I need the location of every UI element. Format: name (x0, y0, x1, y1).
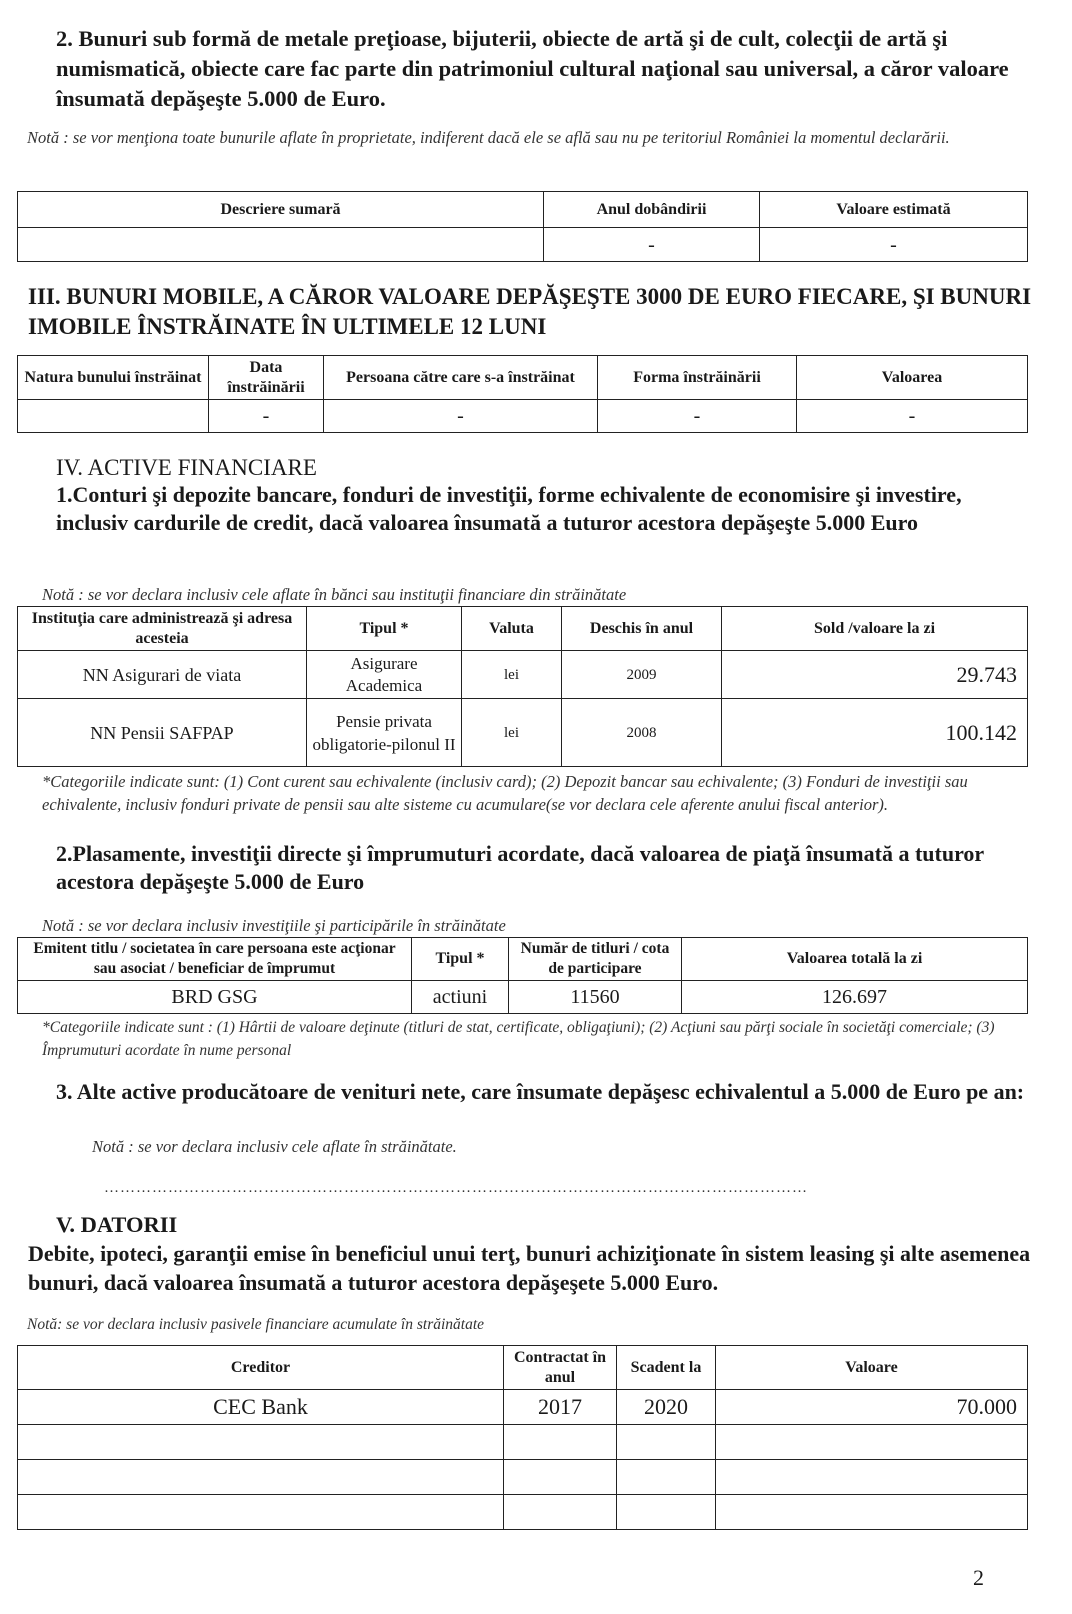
col-natura: Natura bunului înstrăinat (18, 356, 209, 400)
page-number: 2 (973, 1565, 984, 1590)
table-cell: CEC Bank (18, 1390, 504, 1425)
table-cell: - (544, 228, 760, 262)
section-5-subheading: Debite, ipoteci, garanţii emise în beneficiul unui terţ, bunuri achiziţionate în sistem leasing şi alte asemenea bunuri, dacă valoarea însumată a tuturor acestora depăşeşete 5.000 Euro. (28, 1241, 1031, 1295)
table-cell: 2017 (504, 1390, 617, 1425)
bank-accounts-table (17, 606, 1028, 767)
table-cell (18, 400, 209, 433)
col-numar-titluri: Număr de titluri / cota de participare (509, 938, 682, 981)
table-cell: BRD GSG (18, 981, 412, 1014)
table-cell: 2008 (562, 699, 722, 767)
section-2-heading: 2. Bunuri sub formă de metale preţioase, bijuterii, obiecte de artă şi de cult, colecţii de artă şi numismatică, obiecte care fac parte din patrimoniul cultural naţional sau universal, a căror valoare însumată depăşeşte 5.000 de Euro. (56, 26, 1009, 111)
table-row (18, 699, 1028, 767)
table-cell: 70.000 (716, 1390, 1028, 1425)
table-row (18, 651, 1028, 699)
section-4-3-dotted-line: …………………………………………………………………………………………………………………… (104, 1180, 808, 1196)
table-cell: - (209, 400, 324, 433)
section-5-heading: V. DATORII (56, 1212, 178, 1237)
table-cell: - (324, 400, 598, 433)
table-cell: Pensie privata obligatorie-pilonul II (307, 699, 462, 767)
table-row (18, 1425, 1028, 1460)
col-valoare-totala: Valoarea totală la zi (682, 938, 1028, 981)
col-descriere: Descriere sumară (18, 192, 544, 228)
table-cell (617, 1495, 716, 1530)
table-cell: lei (462, 651, 562, 699)
debts-table (17, 1345, 1028, 1530)
table-cell (716, 1495, 1028, 1530)
table-cell (18, 1425, 504, 1460)
section-4-1-heading: 1.Conturi şi depozite bancare, fonduri de investiţii, forme echivalente de economisire şi investire, inclusiv cardurile de credit, dacă valoarea însumată a tuturor acestora depăşeşte 5.000 Euro (56, 482, 962, 535)
table-cell (18, 1460, 504, 1495)
section-4-1-footnote: *Categoriile indicate sunt: (1) Cont curent sau echivalente (inclusiv card); (2) Depozit bancar sau echivalente; (3) Fonduri de investiţii sau echivalente, inclusiv fonduri private de pensii sau alte sisteme cu acumulare(se vor declara cele aferente anului fiscal anterior). (42, 772, 968, 814)
col-valoare: Valoare estimată (760, 192, 1028, 228)
col-data: Data înstrăinării (209, 356, 324, 400)
table-cell: - (760, 228, 1028, 262)
precious-goods-table (17, 191, 1028, 262)
section-2-note: Notă : se vor menţiona toate bunurile aflate în proprietate, indiferent dacă ele se află sau nu pe teritoriul României la momentul declarării. (27, 128, 950, 147)
table-row (18, 1460, 1028, 1495)
section-4-2-footnote: *Categoriile indicate sunt : (1) Hârtii de valoare deţinute (titluri de stat, certificate, obligaţiuni); (2) Acţiuni sau părţi sociale în societăţi comerciale; (3) Împrumuturi acordate în nume personal (42, 1019, 995, 1059)
col-valoare-datorie: Valoare (716, 1346, 1028, 1390)
table-cell: 126.697 (682, 981, 1028, 1014)
col-valuta: Valuta (462, 607, 562, 651)
table-cell (716, 1460, 1028, 1495)
table-cell: 100.142 (722, 699, 1028, 767)
table-cell (504, 1460, 617, 1495)
table-cell (18, 1495, 504, 1530)
table-cell: 2020 (617, 1390, 716, 1425)
table-row (18, 1495, 1028, 1530)
col-valoarea: Valoarea (797, 356, 1028, 400)
section-3-heading: III. BUNURI MOBILE, A CĂROR VALOARE DEPĂŞEŞTE 3000 DE EURO FIECARE, ŞI BUNURI IMOBILE ÎNSTRĂINATE ÎN ULTIMELE 12 LUNI (28, 284, 1032, 339)
alienated-goods-table (17, 355, 1028, 433)
table-cell: actiuni (412, 981, 509, 1014)
col-sold: Sold /valoare la zi (722, 607, 1028, 651)
section-4-heading: IV. ACTIVE FINANCIARE (56, 455, 317, 480)
table-cell (504, 1425, 617, 1460)
table-cell: lei (462, 699, 562, 767)
table-cell (617, 1460, 716, 1495)
table-cell: - (598, 400, 797, 433)
table-cell: - (797, 400, 1028, 433)
col-institutia: Instituţia care administrează şi adresa acesteia (18, 607, 307, 651)
section-4-3-note: Notă : se vor declara inclusiv cele aflate în străinătate. (92, 1137, 457, 1156)
table-cell: NN Asigurari de viata (18, 651, 307, 699)
table-cell (504, 1495, 617, 1530)
section-4-1-note: Notă : se vor declara inclusiv cele aflate în bănci sau instituţii financiare din străinătate (42, 585, 627, 604)
table-cell: NN Pensii SAFPAP (18, 699, 307, 767)
col-tipul-invest: Tipul * (412, 938, 509, 981)
table-cell: 29.743 (722, 651, 1028, 699)
col-tipul: Tipul * (307, 607, 462, 651)
col-anul: Anul dobândirii (544, 192, 760, 228)
col-persoana: Persoana către care s-a înstrăinat (324, 356, 598, 400)
section-5-note: Notă: se vor declara inclusiv pasivele financiare acumulate în străinătate (27, 1316, 485, 1333)
section-4-3-heading: 3. Alte active producătoare de venituri nete, care însumate depăşesc echivalentul a 5.000 de Euro pe an: (56, 1079, 1025, 1104)
col-deschis: Deschis în anul (562, 607, 722, 651)
table-cell: 2009 (562, 651, 722, 699)
table-cell (617, 1425, 716, 1460)
col-creditor: Creditor (18, 1346, 504, 1390)
table-cell: Asigurare Academica (307, 651, 462, 699)
col-contractat: Contractat în anul (504, 1346, 617, 1390)
table-cell: 11560 (509, 981, 682, 1014)
col-emitent: Emitent titlu / societatea în care persoana este acţionar sau asociat / beneficiar de împrumut (18, 938, 412, 981)
section-4-2-heading: 2.Plasamente, investiţii directe şi împrumuturi acordate, dacă valoarea de piaţă însumată a tuturor acestora depăşeşte 5.000 de Euro (56, 841, 984, 894)
table-row (18, 981, 1028, 1014)
table-row (18, 1390, 1028, 1425)
col-forma: Forma înstrăinării (598, 356, 797, 400)
section-4-2-note: Notă : se vor declara inclusiv investiţiile şi participările în străinătate (42, 916, 506, 935)
table-cell (18, 228, 544, 262)
table-cell (716, 1425, 1028, 1460)
investments-table (17, 937, 1028, 1014)
col-scadent: Scadent la (617, 1346, 716, 1390)
